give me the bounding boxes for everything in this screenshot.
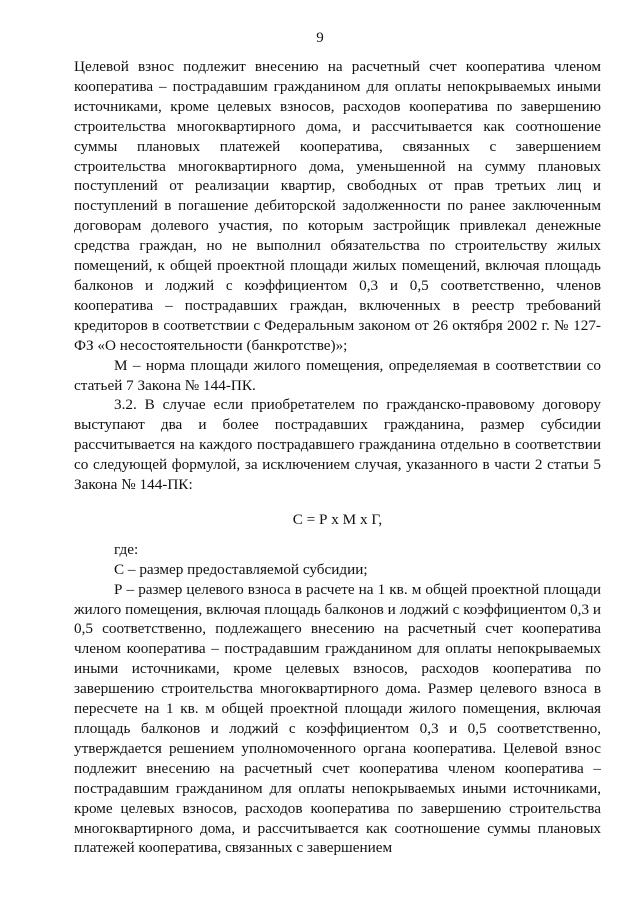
paragraph-3-2: 3.2. В случае если приобретателем по гражданско-правовому договору выступают два и более пострадавших гражданина, размер субсидии рассчитывается на каждого пострадавшего гражданина отдельно в соответствии со следующей формулой, за исключением случая, указанного в части 2 статьи 5 Закона № 144-ПК: bbox=[74, 396, 601, 494]
paragraph-target-contribution: Целевой взнос подлежит внесению на расчетный счет кооператива членом кооператива – пострадавшим гражданином для оплаты непокрываемых иными источниками, кроме целевых взносов, расходов кооператива по завершению строительства многоквартирного дома, и рассчитывается как соотношение суммы плановых платежей кооператива, связанных с завершением строительства многоквартирного дома, уменьшенной на сумму плановых поступлений от реализации квартир, свободных от прав третьих лиц и поступлений в погашение дебиторской задолженности по ранее заключенным договорам долевого участия, по которым застройщик привлекал денежные средства граждан, но не выполнил обязательства по строительству жилых помещений, к общей проектной площади жилых помещений, включая площадь балконов и лоджий с коэффициентом 0,3 и 0,5 соответственно, членов кооператива – пострадавших граждан, включенных в реестр требований кредиторов в соответствии с Федеральным законом от 26 октября 2002 г. № 127-ФЗ «О несостоятельности (банкротстве)»; bbox=[74, 58, 601, 354]
paragraph-m-definition: М – норма площади жилого помещения, определяемая в соответствии со статьей 7 Закона № 144-ПК. bbox=[74, 356, 601, 394]
page-number: 9 bbox=[316, 30, 324, 46]
paragraph-p-definition: Р – размер целевого взноса в расчете на 1 кв. м общей проектной площади жилого помещения, включая площадь балконов и лоджий с коэффициентом 0,3 и 0,5 соответственно, подлежащего внесению на расчетный счет кооператива членом кооператива – пострадавшим гражданином для оплаты непокрываемых иными источниками, кроме целевых взносов, расходов кооператива по завершению строительства многоквартирного дома. Размер целевого взноса в пересчете на 1 кв. м общей проектной площади жилого помещения, включая площадь балконов и лоджий с коэффициентом 0,3 и 0,5 соответственно, утверждается решением уполномоченного органа кооператива. Целевой взнос подлежит внесению на расчетный счет кооператива членом кооператива – пострадавшим гражданином для оплаты непокрываемых иными источниками, кроме целевых взносов, расходов кооператива по завершению строительства многоквартирного дома, и рассчитывается как соотношение суммы плановых платежей кооператива, связанных с завершением bbox=[74, 580, 601, 857]
formula: С = Р х М х Г, bbox=[292, 510, 383, 528]
paragraph-c-definition: С – размер предоставляемой субсидии; bbox=[114, 560, 368, 578]
document-body bbox=[74, 57, 601, 858]
where-label: где: bbox=[114, 540, 139, 558]
